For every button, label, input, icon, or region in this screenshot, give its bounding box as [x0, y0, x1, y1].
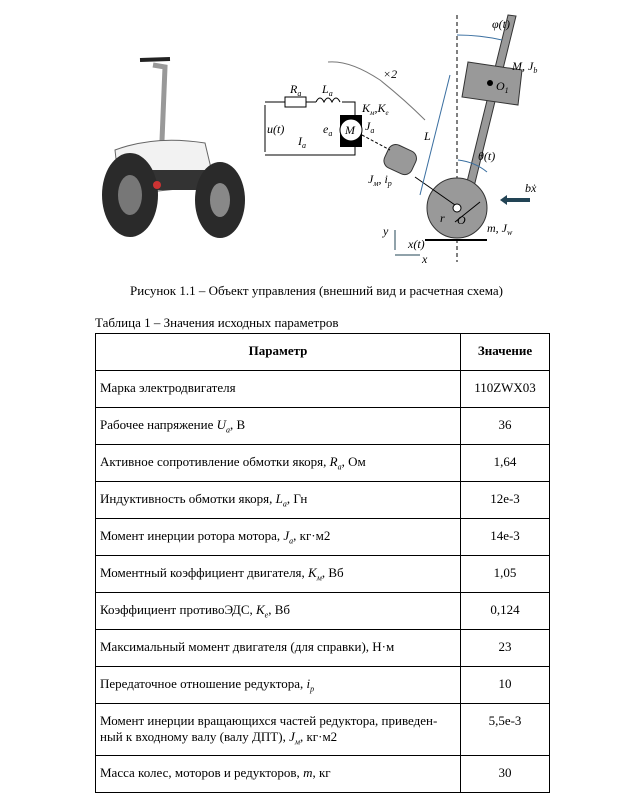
table-row: [96, 593, 550, 630]
label-mass: M, $J_b$: [512, 59, 538, 75]
figure-caption: Рисунок 1.1 – Объект управления (внешний вид и расчетная схема): [130, 283, 503, 298]
value-cell: 36: [461, 408, 550, 445]
value-cell: 1,64: [461, 445, 550, 482]
table-row: [96, 371, 550, 408]
variable-symbol: $J_a$: [283, 528, 294, 546]
table-row: [96, 556, 550, 593]
variable-symbol: $J_м$: [289, 729, 300, 747]
parameters-table: [95, 333, 550, 793]
value-cell: 14e-3: [461, 519, 550, 556]
label-ja: $J_a$: [365, 119, 375, 135]
value-cell: 1,05: [461, 556, 550, 593]
variable-symbol: $K_e$: [256, 602, 269, 620]
calculation-diagram: [250, 0, 570, 270]
label-bx: bẋ: [525, 181, 537, 195]
parameter-cell: Индуктивность обмотки якоря, $L_a$, Гн: [96, 482, 461, 519]
table-row: [96, 756, 550, 793]
table-row: [96, 519, 550, 556]
table-row: [96, 482, 550, 519]
label-ia: $I_a$: [298, 134, 306, 150]
parameter-cell: Моментный коэффициент двигателя, $K_м$, Вб: [96, 556, 461, 593]
label-xt: x(t): [408, 237, 425, 251]
parameter-cell: Коэффициент противоЭДС, $K_e$, Вб: [96, 593, 461, 630]
label-o: O: [457, 213, 466, 227]
label-jm-ip: $J_м$, $i_p$: [368, 172, 392, 188]
parameter-cell: Активное сопротивление обмотки якоря, $R_a$, Ом: [96, 445, 461, 482]
label-x: x: [422, 252, 428, 266]
variable-symbol: $i_p$: [306, 676, 315, 694]
table-row: [96, 630, 550, 667]
table-row: [96, 667, 550, 704]
label-theta: θ(t): [478, 149, 496, 163]
label-la: $L_a$: [322, 82, 333, 98]
label-o1: $O_1$: [496, 79, 509, 95]
table-row: [96, 704, 550, 756]
label-ea: $e_a$: [323, 122, 333, 138]
parameter-cell: Марка электродвигателя: [96, 371, 461, 408]
value-cell: 0,124: [461, 593, 550, 630]
parameter-cell: Момент инерции ротора мотора, $J_a$, кг·м2: [96, 519, 461, 556]
parameter-cell: Момент инерции вращающихся частей редуктора, приведен-ный к входному валу (валу ДПТ), $J_м$, кг·м2: [96, 704, 461, 756]
parameter-cell: Максимальный момент двигателя (для справки), Н·м: [96, 630, 461, 667]
label-ra: $R_a$: [290, 82, 302, 98]
variable-symbol: $R_a$: [329, 454, 342, 472]
segway-photo: [95, 45, 250, 245]
label-x2: ×2: [383, 67, 398, 81]
variable-symbol: m: [303, 765, 313, 780]
value-cell: 12e-3: [461, 482, 550, 519]
parameter-cell: Рабочее напряжение $U_a$, В: [96, 408, 461, 445]
motor-symbol: M: [345, 123, 355, 137]
header-parameter: Параметр: [96, 334, 461, 371]
label-phi: φ(t): [492, 17, 510, 31]
parameter-cell: Масса колес, моторов и редукторов, m, кг: [96, 756, 461, 793]
value-cell: 10: [461, 667, 550, 704]
label-y: y: [383, 224, 389, 238]
parameter-cell: Передаточное отношение редуктора, $i_p$: [96, 667, 461, 704]
table-row: [96, 445, 550, 482]
variable-symbol: $L_a$: [275, 491, 287, 509]
header-value: Значение: [461, 334, 550, 371]
label-mjw: m, $J_w$: [487, 221, 513, 237]
label-r: r: [440, 211, 445, 225]
variable-symbol: $K_м$: [308, 565, 322, 583]
label-L: L: [424, 129, 431, 143]
table-row: [96, 408, 550, 445]
value-cell: 23: [461, 630, 550, 667]
label-km-ke: $K_м,K_e$: [362, 101, 389, 117]
label-ut: u(t): [267, 122, 285, 136]
table-header-row: [96, 334, 550, 371]
variable-symbol: $U_a$: [216, 417, 231, 435]
value-cell: 30: [461, 756, 550, 793]
value-cell: 5,5e-3: [461, 704, 550, 756]
value-cell: 110ZWX03: [461, 371, 550, 408]
table-caption: Таблица 1 – Значения исходных параметров: [95, 315, 339, 330]
